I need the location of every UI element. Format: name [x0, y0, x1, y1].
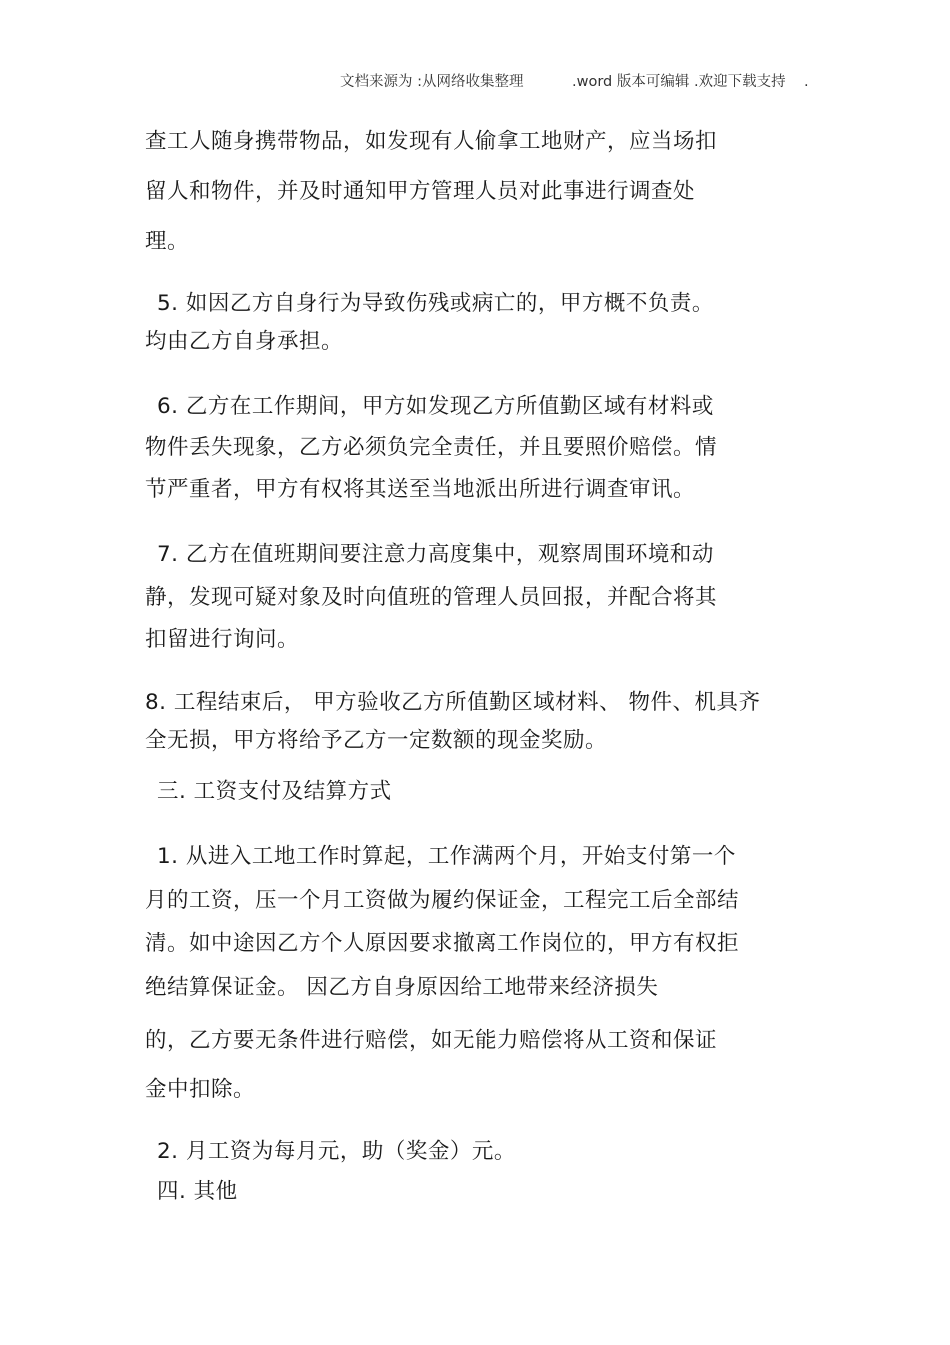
list-item-8: 8. 工程结束后， 甲方验收乙方所值勤区域材料、 物件、机具齐: [145, 690, 761, 715]
text-line: 物件丢失现象，乙方必须负完全责任，并且要照价赔偿。情: [145, 435, 718, 460]
header-source: 文档来源为 :从网络收集整理: [340, 74, 524, 90]
text-line: 静，发现可疑对象及时向值班的管理人员回报，并配合将其: [145, 585, 718, 610]
list-item-1: 1. 从进入工地工作时算起，工作满两个月，开始支付第一个: [157, 844, 736, 869]
list-item-5: 5. 如因乙方自身行为导致伤残或病亡的，甲方概不负责。: [157, 291, 714, 316]
text-line: 扣留进行询问。: [145, 627, 300, 652]
list-item-2: 2. 月工资为每月元，助（奖金）元。: [157, 1139, 516, 1164]
text-line: 全无损，甲方将给予乙方一定数额的现金奖励。: [145, 728, 608, 753]
header-editable: .word 版本可编辑 .欢迎下载支持: [572, 74, 786, 90]
text-line: 查工人随身携带物品，如发现有人偷拿工地财产，应当场扣: [145, 129, 718, 154]
list-item-6: 6. 乙方在工作期间，甲方如发现乙方所值勤区域有材料或: [157, 394, 714, 419]
section-heading-3: 三. 工资支付及结算方式: [157, 779, 392, 804]
text-line: 的，乙方要无条件进行赔偿，如无能力赔偿将从工资和保证: [145, 1028, 718, 1053]
text-line: 金中扣除。: [145, 1077, 256, 1102]
text-line: 绝结算保证金。 因乙方自身原因给工地带来经济损失: [145, 975, 659, 1000]
text-line: 留人和物件，并及时通知甲方管理人员对此事进行调查处: [145, 179, 696, 204]
section-heading-4: 四. 其他: [157, 1179, 238, 1204]
text-line: 理。: [145, 229, 190, 254]
header-dot: .: [804, 74, 809, 90]
list-item-7: 7. 乙方在值班期间要注意力高度集中，观察周围环境和动: [157, 542, 714, 567]
text-line: 月的工资，压一个月工资做为履约保证金，工程完工后全部结: [145, 888, 740, 913]
text-line: 均由乙方自身承担。: [145, 329, 344, 354]
page-header: [340, 70, 820, 91]
text-line: 节严重者，甲方有权将其送至当地派出所进行调查审讯。: [145, 477, 696, 502]
text-line: 清。如中途因乙方个人原因要求撤离工作岗位的，甲方有权拒: [145, 931, 740, 956]
